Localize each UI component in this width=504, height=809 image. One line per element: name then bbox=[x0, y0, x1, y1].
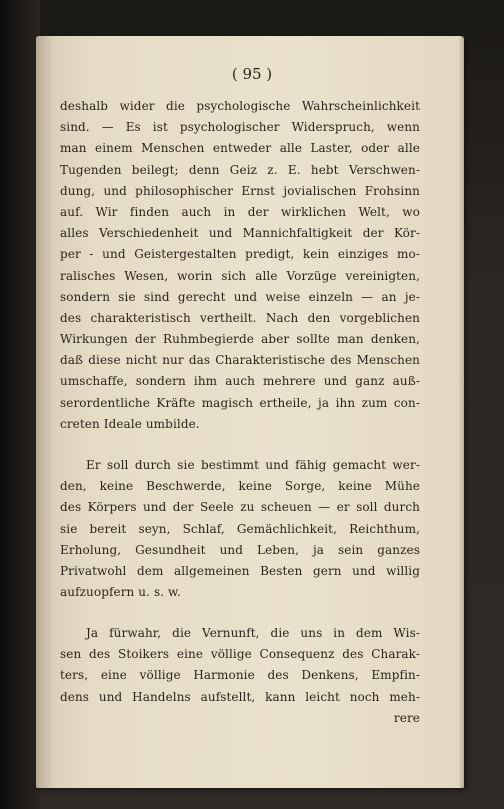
text-line: alles Verschiedenheit und Mannichfaltigkeit der Kör- bbox=[60, 226, 420, 241]
text-line: den, keine Beschwerde, keine Sorge, keine Mühe bbox=[60, 479, 420, 494]
text-line: Privatwohl dem allgemeinen Besten gern und willig bbox=[60, 563, 420, 578]
text-line: sie bereit seyn, Schlaf, Gemächlichkeit, Reichthum, bbox=[60, 521, 420, 536]
text-line: per - und Geistergestalten predigt, kein einziges mo- bbox=[60, 247, 420, 262]
paragraph-1 bbox=[60, 96, 420, 435]
text-line: creten Ideale umbilde. bbox=[60, 416, 200, 431]
text-line: Ja fürwahr, die Vernunft, die uns in dem Wis- bbox=[86, 626, 420, 640]
text-line: Tugenden beilegt; denn Geiz z. E. hebt Verschwen- bbox=[60, 162, 420, 177]
paragraph-2 bbox=[60, 455, 420, 603]
text-line: dung, und philosophischer Ernst jovialischen Frohsinn bbox=[60, 183, 420, 198]
paragraph-3 bbox=[60, 623, 420, 729]
text-line: daß diese nicht nur das Charakteristische des Menschen bbox=[60, 353, 420, 368]
text-line: deshalb wider die psychologische Wahrscheinlichkeit bbox=[60, 99, 420, 113]
text-line: auf. Wir finden auch in der wirklichen Welt, wo bbox=[60, 204, 420, 219]
text-line: des Körpers und der Seele zu scheuen — er soll durch bbox=[60, 500, 420, 515]
text-line: serordentliche Kräfte magisch ertheile, ja ihn zum con- bbox=[60, 395, 420, 410]
text-line: umschaffe, sondern ihm auch mehrere und ganz auß- bbox=[60, 374, 420, 389]
page-number: ( 95 ) bbox=[231, 65, 273, 83]
text-line: sondern sie sind gerecht und weise einzeln — an je- bbox=[60, 289, 420, 304]
text-line: aufzuopfern u. s. w. bbox=[60, 585, 181, 600]
text-line: Erholung, Gesundheit und Leben, ja sein ganzes bbox=[60, 542, 420, 557]
text-line: man einem Menschen entweder alle Laster, oder alle bbox=[60, 141, 420, 156]
text-line: ralisches Wesen, worin sich alle Vorzüge vereinigten, bbox=[60, 268, 420, 283]
book-spine-edge bbox=[0, 0, 40, 809]
page-edge bbox=[458, 36, 464, 788]
text-line: sen des Stoikers eine völlige Consequenz des Charak- bbox=[60, 647, 420, 662]
text-line: sind. — Es ist psychologischer Widerspruch, wenn bbox=[60, 120, 420, 135]
text-line: rere bbox=[393, 710, 420, 725]
text-line: dens und Handelns aufstellt, kann leicht noch meh- bbox=[60, 689, 420, 704]
text-line: Wirkungen der Ruhmbegierde aber sollte man denken, bbox=[60, 332, 420, 347]
page-gutter-shadow bbox=[36, 36, 54, 788]
text-line: Er soll durch sie bestimmt und fähig gemacht wer- bbox=[86, 458, 420, 472]
text-line: des charakteristisch vertheilt. Nach den vorgeblichen bbox=[60, 310, 420, 325]
text-line: ters, eine völlige Harmonie des Denkens, Empfin- bbox=[60, 668, 420, 683]
